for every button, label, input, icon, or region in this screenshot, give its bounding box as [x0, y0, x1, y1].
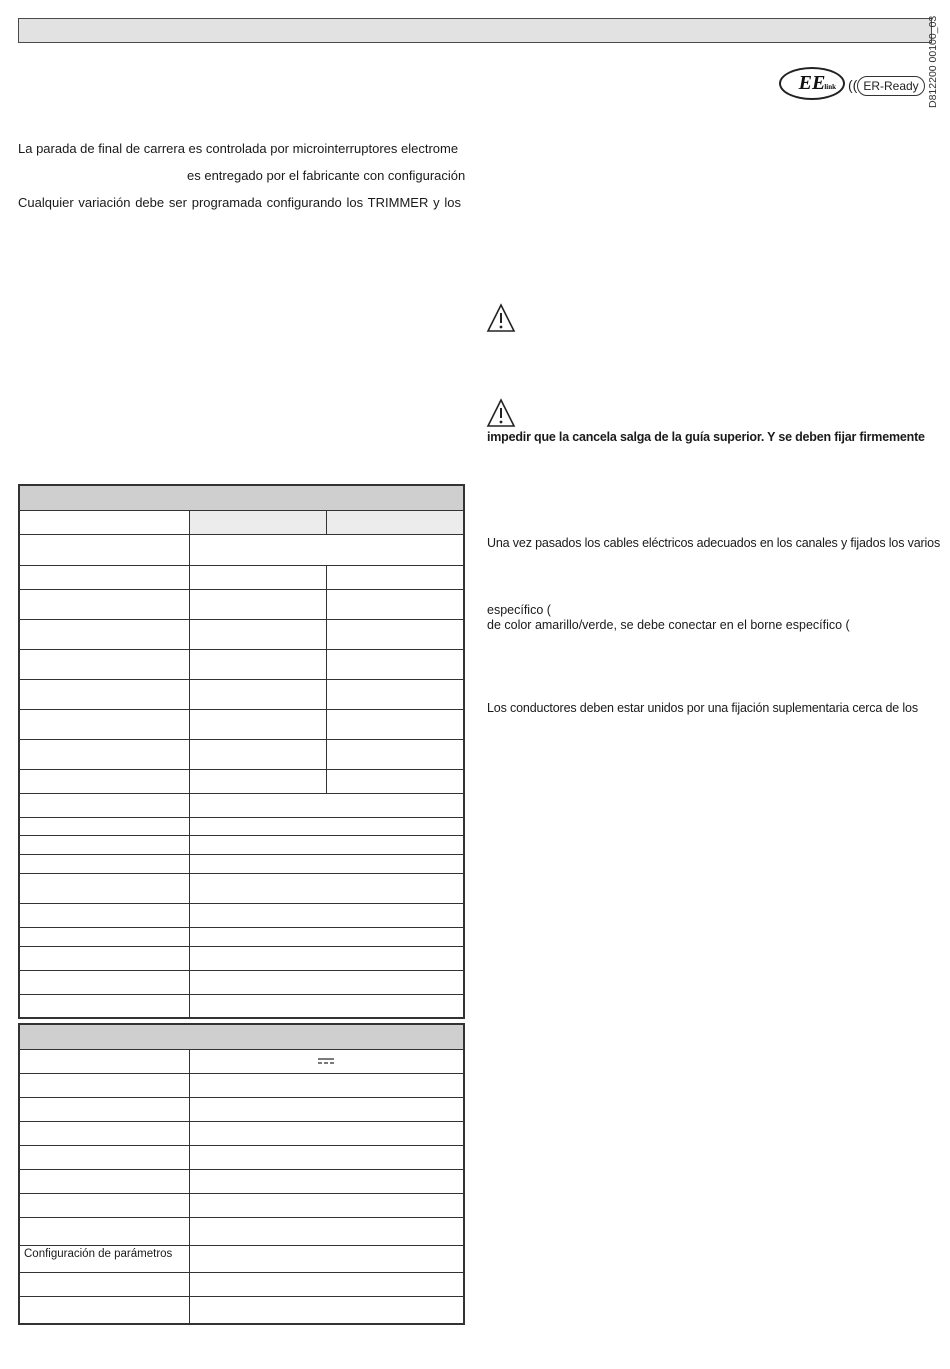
config-parameters-label: Configuración de parámetros — [19, 1245, 189, 1272]
table-cell — [19, 619, 189, 649]
header-bar — [18, 18, 932, 43]
table-cell — [19, 873, 189, 903]
table-cell — [189, 1272, 464, 1296]
table-header — [19, 485, 464, 510]
table-cell — [19, 1121, 189, 1145]
ee-link-logo: EE link — [779, 67, 845, 100]
table-cell — [189, 739, 326, 769]
table-cell — [189, 927, 464, 946]
table-cell — [189, 793, 464, 817]
table-cell — [19, 817, 189, 835]
table-cell — [19, 534, 189, 565]
table-cell — [19, 1049, 189, 1073]
table-cell — [189, 534, 464, 565]
warning-triangle-icon — [486, 398, 516, 428]
factory-config-text: es entregado por el fabricante con configuración — [187, 168, 466, 183]
table-cell — [189, 1245, 464, 1272]
table-cell — [19, 994, 189, 1018]
control-board-table — [18, 1023, 465, 1325]
table-cell — [189, 1049, 464, 1073]
table-cell — [19, 1169, 189, 1193]
trimmer-text: Cualquier variación debe ser programada configurando los TRIMMER y los — [18, 195, 461, 210]
table-cell — [189, 1097, 464, 1121]
gate-guide-warning: impedir que la cancela salga de la guía superior. Y se deben fijar firmemente — [487, 430, 925, 444]
table-cell — [326, 769, 464, 793]
table-cell — [189, 1145, 464, 1169]
table-cell — [326, 589, 464, 619]
limit-switch-text: La parada de final de carrera es controlada por microinterruptores electrome — [18, 141, 459, 156]
table-cell — [19, 946, 189, 970]
table-cell — [189, 565, 326, 589]
table-cell — [189, 970, 464, 994]
table-cell — [326, 619, 464, 649]
table-header — [19, 1024, 464, 1049]
table-cell — [189, 1121, 464, 1145]
table-cell — [19, 739, 189, 769]
table-cell — [19, 709, 189, 739]
table-cell — [326, 649, 464, 679]
table-cell — [189, 709, 326, 739]
er-ready-logo: (( ER-Ready — [848, 74, 925, 96]
table-cell — [19, 589, 189, 619]
technical-data-table — [18, 484, 465, 1019]
document-code: D812200 00100_03 — [927, 15, 939, 108]
table-cell — [189, 873, 464, 903]
table-cell — [189, 649, 326, 679]
table-cell — [189, 946, 464, 970]
table-cell — [189, 994, 464, 1018]
table-cell — [189, 1296, 464, 1324]
table-cell — [19, 1073, 189, 1097]
table-cell — [19, 903, 189, 927]
table-cell — [189, 817, 464, 835]
direct-current-symbol — [317, 1057, 335, 1065]
table-cell — [189, 1217, 464, 1245]
table-cell — [19, 970, 189, 994]
especifico-text: específico ( — [487, 603, 551, 617]
table-cell — [19, 769, 189, 793]
table-cell — [189, 769, 326, 793]
table-cell — [19, 1272, 189, 1296]
table-cell — [19, 927, 189, 946]
table-cell — [189, 1193, 464, 1217]
table-cell — [19, 1097, 189, 1121]
table-cell — [189, 619, 326, 649]
table-cell — [326, 679, 464, 709]
table-cell — [326, 739, 464, 769]
table-cell — [326, 565, 464, 589]
table-cell — [19, 649, 189, 679]
table-cell — [19, 679, 189, 709]
table-cell — [189, 903, 464, 927]
table-cell — [19, 793, 189, 817]
table-cell — [189, 679, 326, 709]
table-cell — [19, 835, 189, 854]
table-cell — [19, 510, 189, 534]
table-cell — [189, 835, 464, 854]
table-cell — [189, 589, 326, 619]
table-cell — [19, 1217, 189, 1245]
table-cell — [19, 1296, 189, 1324]
conductors-text: Los conductores deben estar unidos por una fijación suplementaria cerca de los — [487, 701, 918, 715]
warning-triangle-icon — [486, 303, 516, 333]
table-cell — [19, 565, 189, 589]
table-cell — [189, 1073, 464, 1097]
table-cell — [326, 709, 464, 739]
table-cell — [19, 854, 189, 873]
table-cell — [326, 510, 464, 534]
table-cell — [19, 1193, 189, 1217]
ground-wire-text: de color amarillo/verde, se debe conectar en el borne específico ( — [487, 618, 850, 632]
table-cell — [19, 1145, 189, 1169]
table-cell — [189, 510, 326, 534]
table-cell — [189, 1169, 464, 1193]
cables-text: Una vez pasados los cables eléctricos adecuados en los canales y fijados los varios — [487, 536, 941, 550]
table-cell — [189, 854, 464, 873]
